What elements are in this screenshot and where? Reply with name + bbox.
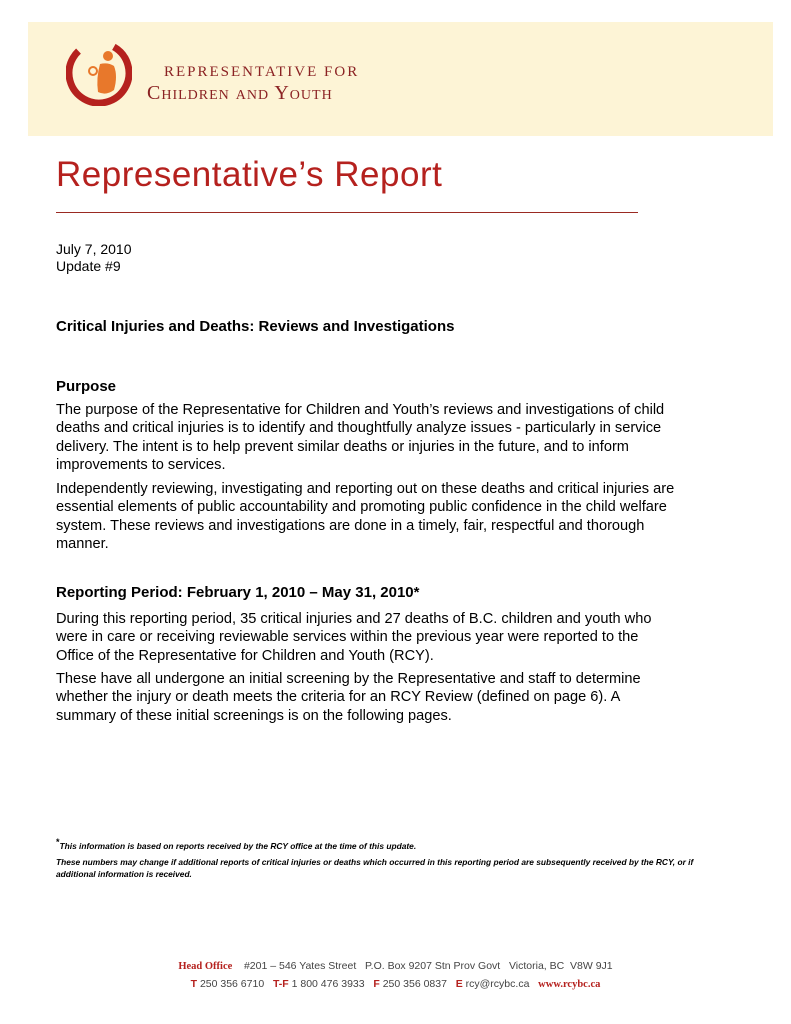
footnote-marker: * (56, 837, 60, 847)
org-name-line2: Children and Youth (147, 82, 333, 104)
footnote-line-1 (56, 836, 696, 852)
website-link[interactable]: www.rcybc.ca (538, 979, 601, 990)
footnote-line-2: These numbers may change if additional reports of critical injuries or deaths which occurred in this reporting period are subsequently received by the RCY, or if additional information is received. (56, 857, 694, 879)
update-number: Update #9 (56, 258, 121, 274)
footer-address-line (0, 960, 791, 972)
letterhead-band (28, 22, 773, 136)
toll-free-number: 1 800 476 3933 (291, 978, 365, 990)
footnote-text-1: This information is based on reports received by the RCY office at the time of this update. (59, 840, 417, 851)
reporting-paragraph-2: These have all undergone an initial screening by the Representative and staff to determine whether the injury or death meets the criteria for an RCY Review (defined on page 6). A summary of these initial screenings is on the following pages. (56, 671, 641, 724)
purpose-paragraph-2: Independently reviewing, investigating and reporting out on these deaths and critical injuries are essential elements of public accountability and promoting public confidence in the child welfare system. These reviews and investigations are done in a timely, fair, respectful and thorough manner. (56, 481, 675, 552)
purpose-heading: Purpose (56, 378, 117, 395)
fax-label: F (373, 978, 380, 990)
org-name-line1: REPRESENTATIVE FOR (164, 64, 360, 80)
report-date: July 7, 2010 (56, 241, 132, 257)
title-divider (56, 212, 638, 213)
fax-number: 250 356 0837 (382, 978, 447, 990)
footer-address: #201 – 546 Yates Street P.O. Box 9207 Stn Prov Govt Victoria, BC V8W 9J1 (243, 960, 613, 972)
section-title: Critical Injuries and Deaths: Reviews and Investigations (56, 318, 455, 335)
head-office-label: Head Office (178, 961, 233, 972)
toll-free-label: T-F (272, 978, 289, 990)
phone-number: 250 356 6710 (199, 978, 265, 990)
email-link[interactable]: rcy@rcybc.ca (465, 978, 530, 990)
footer-contact-line (0, 978, 791, 990)
reporting-paragraph-1: During this reporting period, 35 critical injuries and 27 deaths of B.C. children and youth who were in care or receiving reviewable services within the previous year were reported to the Office of the Representative for Children and Youth (RCY). (56, 611, 652, 664)
rcy-logo-icon (66, 40, 132, 106)
email-label: E (455, 978, 463, 990)
phone-label: T (190, 978, 198, 990)
report-title: Representative’s Report (56, 155, 443, 194)
purpose-paragraph-1: The purpose of the Representative for Children and Youth’s reviews and investigations of child deaths and critical injuries is to identify and thoughtfully analyze issues - particularly in service delivery. The intent is to help prevent similar deaths or injuries in the future, and to inform improvements to services. (56, 402, 665, 473)
reporting-period-heading: Reporting Period: February 1, 2010 – May 31, 2010* (56, 584, 420, 601)
